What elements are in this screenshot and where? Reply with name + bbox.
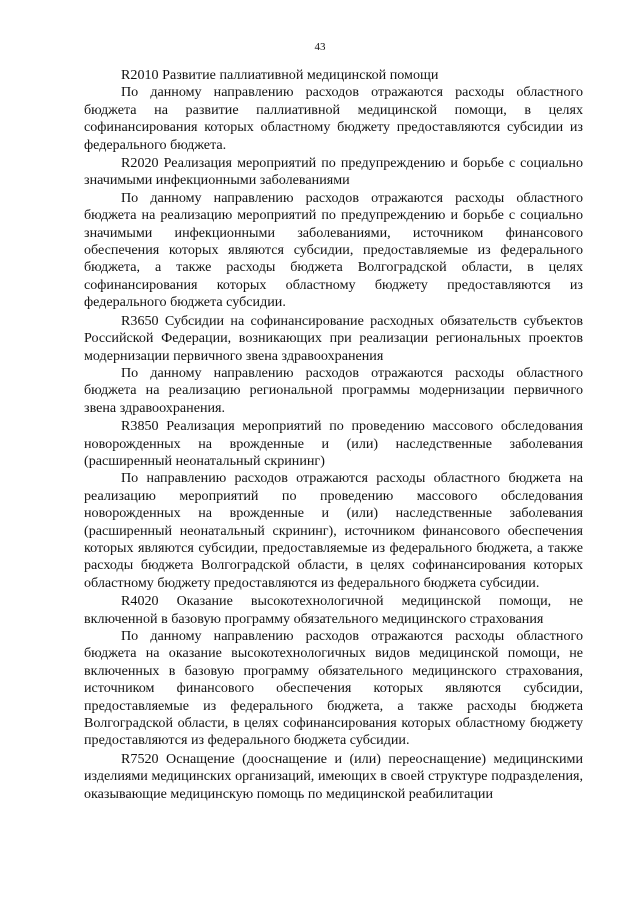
paragraph-description: По данному направлению расходов отражаются расходы областного бюджета на развитие паллиативной медицинской помощи, в целях софинансирования которых областному бюджету предоставляются субсидии из федерального бюджета. <box>84 84 583 153</box>
paragraph-code-r2010: R2010 Развитие паллиативной медицинской помощи <box>121 67 439 83</box>
document-body <box>84 66 583 803</box>
paragraph-code-r3650: R3650 Субсидии на софинансирование расходных обязательств субъектов Российской Федерации, возникающих при реализации региональных проектов модернизации первичного звена здравоохранения <box>84 312 583 364</box>
paragraph-code-r4020: R4020 Оказание высокотехнологичной медицинской помощи, не включенной в базовую программу обязательного медицинского страхования <box>84 593 583 627</box>
page-number: 43 <box>314 41 326 53</box>
paragraph-code-r7520: R7520 Оснащение (дооснащение и (или) переоснащение) медицинскими изделиями медицинских организаций, имеющих в своей структуре подразделения, оказывающие медицинскую помощь по медицинской реабилитации <box>84 750 583 802</box>
paragraph-code-r2020: R2020 Реализация мероприятий по предупреждению и борьбе с социально значимыми инфекционными заболеваниями <box>84 155 583 189</box>
paragraph-description: По данному направлению расходов отражаются расходы областного бюджета на реализацию региональной программы модернизации первичного звена здравоохранения. <box>84 364 583 416</box>
paragraph-description: По направлению расходов отражаются расходы областного бюджета на реализацию мероприятий по проведению массового обследования новорожденных на врожденные и (или) наследственные заболевания (расширенный неонатальный скрининг), источником финансового обеспечения которых являются субсидии, предоставляемые из федерального бюджета, а также расходы бюджета Волгоградской области, в целях софинансирования которых областному бюджету предоставляются из федерального бюджета субсидии. <box>84 470 583 591</box>
paragraph-code-r3850: R3850 Реализация мероприятий по проведению массового обследования новорожденных на врожденные и (или) наследственные заболевания (расширенный неонатальный скрининг) <box>84 418 583 469</box>
paragraph-description: По данному направлению расходов отражаются расходы областного бюджета на реализацию мероприятий по предупреждению и борьбе с социально значимыми инфекционными заболеваниями, источником финансового обеспечения которых являются субсидии, предоставляемые из федерального бюджета, а также расходы бюджета Волгоградской области, в целях софинансирования которых областному бюджету предоставляются из федерального бюджета субсидии. <box>84 189 583 311</box>
paragraph-description: По данному направлению расходов отражаются расходы областного бюджета на оказание высокотехнологичных видов медицинской помощи, не включенных в базовую программу обязательного медицинского страхования, источником финансового обеспечения которых являются субсидии, предоставляемые из федерального бюджета, а также расходы бюджета Волгоградской области, в целях софинансирования которых областному бюджету предоставляются из федерального бюджета субсидии. <box>84 628 583 749</box>
